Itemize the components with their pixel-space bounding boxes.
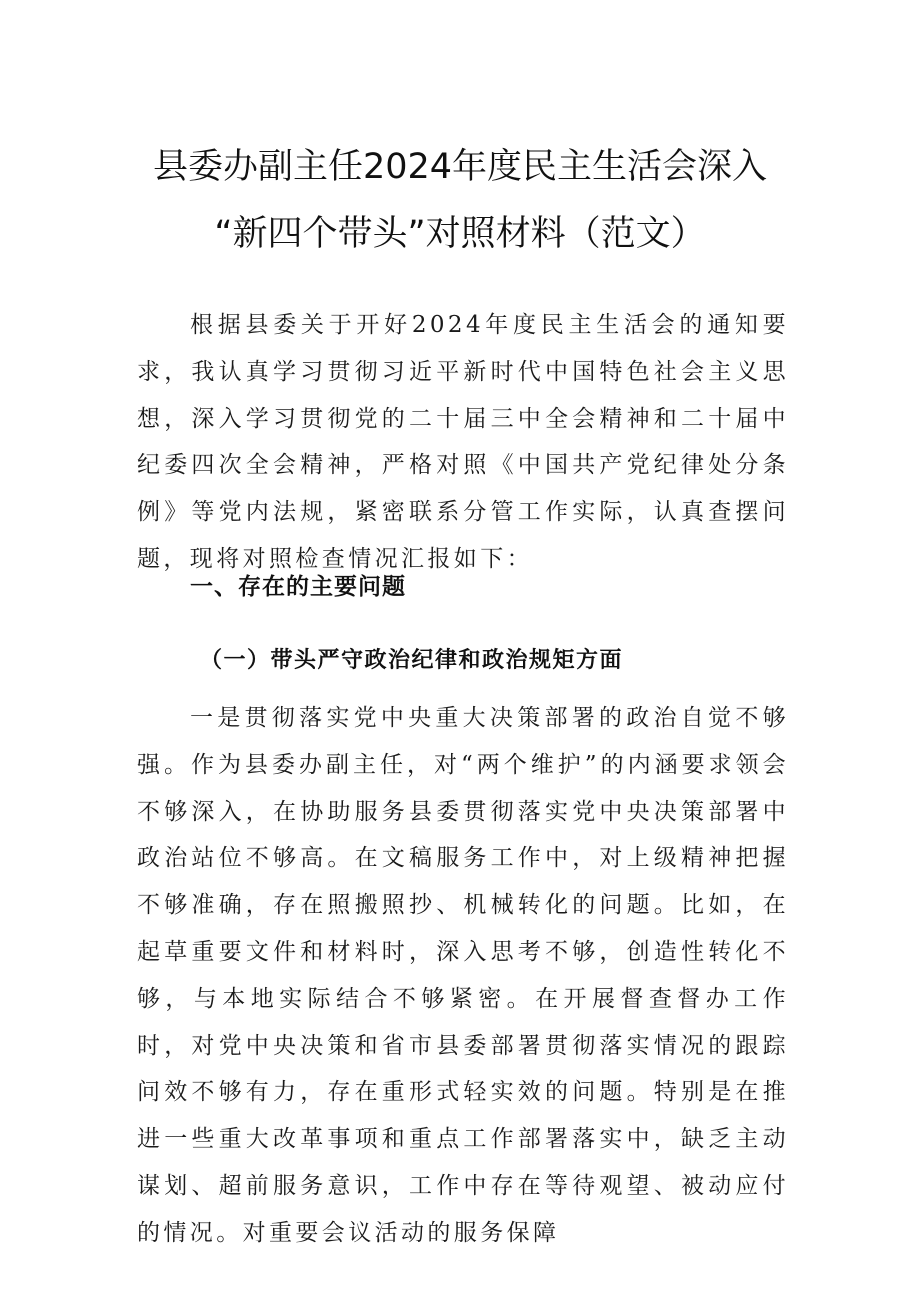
section-heading-problems: 一、存在的主要问题 <box>190 574 406 600</box>
intro-paragraph-block <box>137 302 789 583</box>
body-paragraph-1: 一是贯彻落实党中央重大决策部署的政治自觉不够强。作为县委办副主任，对“两个维护”的内涵要求领会不够深入，在协助服务县委贯彻落实党中央决策部署中政治站位不够高。在文稿服务工作中，对上级精神把握不够准确，存在照搬照抄、机械转化的问题。比如，在起草重要文件和材料时，深入思考不够，创造性转化不够，与本地实际结合不够紧密。在开展督查督办工作时，对党中央决策和省市县委部署贯彻落实情况的跟踪问效不够有力，存在重形式轻实效的问题。特别是在推进一些重大改革事项和重点工作部署落实中，缺乏主动谋划、超前服务意识，工作中存在等待观望、被动应付的情况。对重要会议活动的服务保障 <box>137 705 789 1246</box>
subsection-heading-political-discipline: （一）带头严守政治纪律和政治规矩方面 <box>200 647 624 673</box>
paragraph-block-1 <box>137 695 789 1257</box>
document-title-line-2: “新四个带头”对照材料（范文） <box>214 214 706 254</box>
intro-paragraph: 根据县委关于开好2024年度民主生活会的通知要求，我认真学习贯彻习近平新时代中国特色社会主义思想，深入学习贯彻党的二十届三中全会精神和二十届中纪委四次全会精神，严格对照《中国共产党纪律处分条例》等党内法规，紧密联系分管工作实际，认真查摆问题，现将对照检查情况汇报如下： <box>137 312 789 572</box>
document-title-line-1: 县委办副主任2024年度民主生活会深入 <box>152 147 768 187</box>
